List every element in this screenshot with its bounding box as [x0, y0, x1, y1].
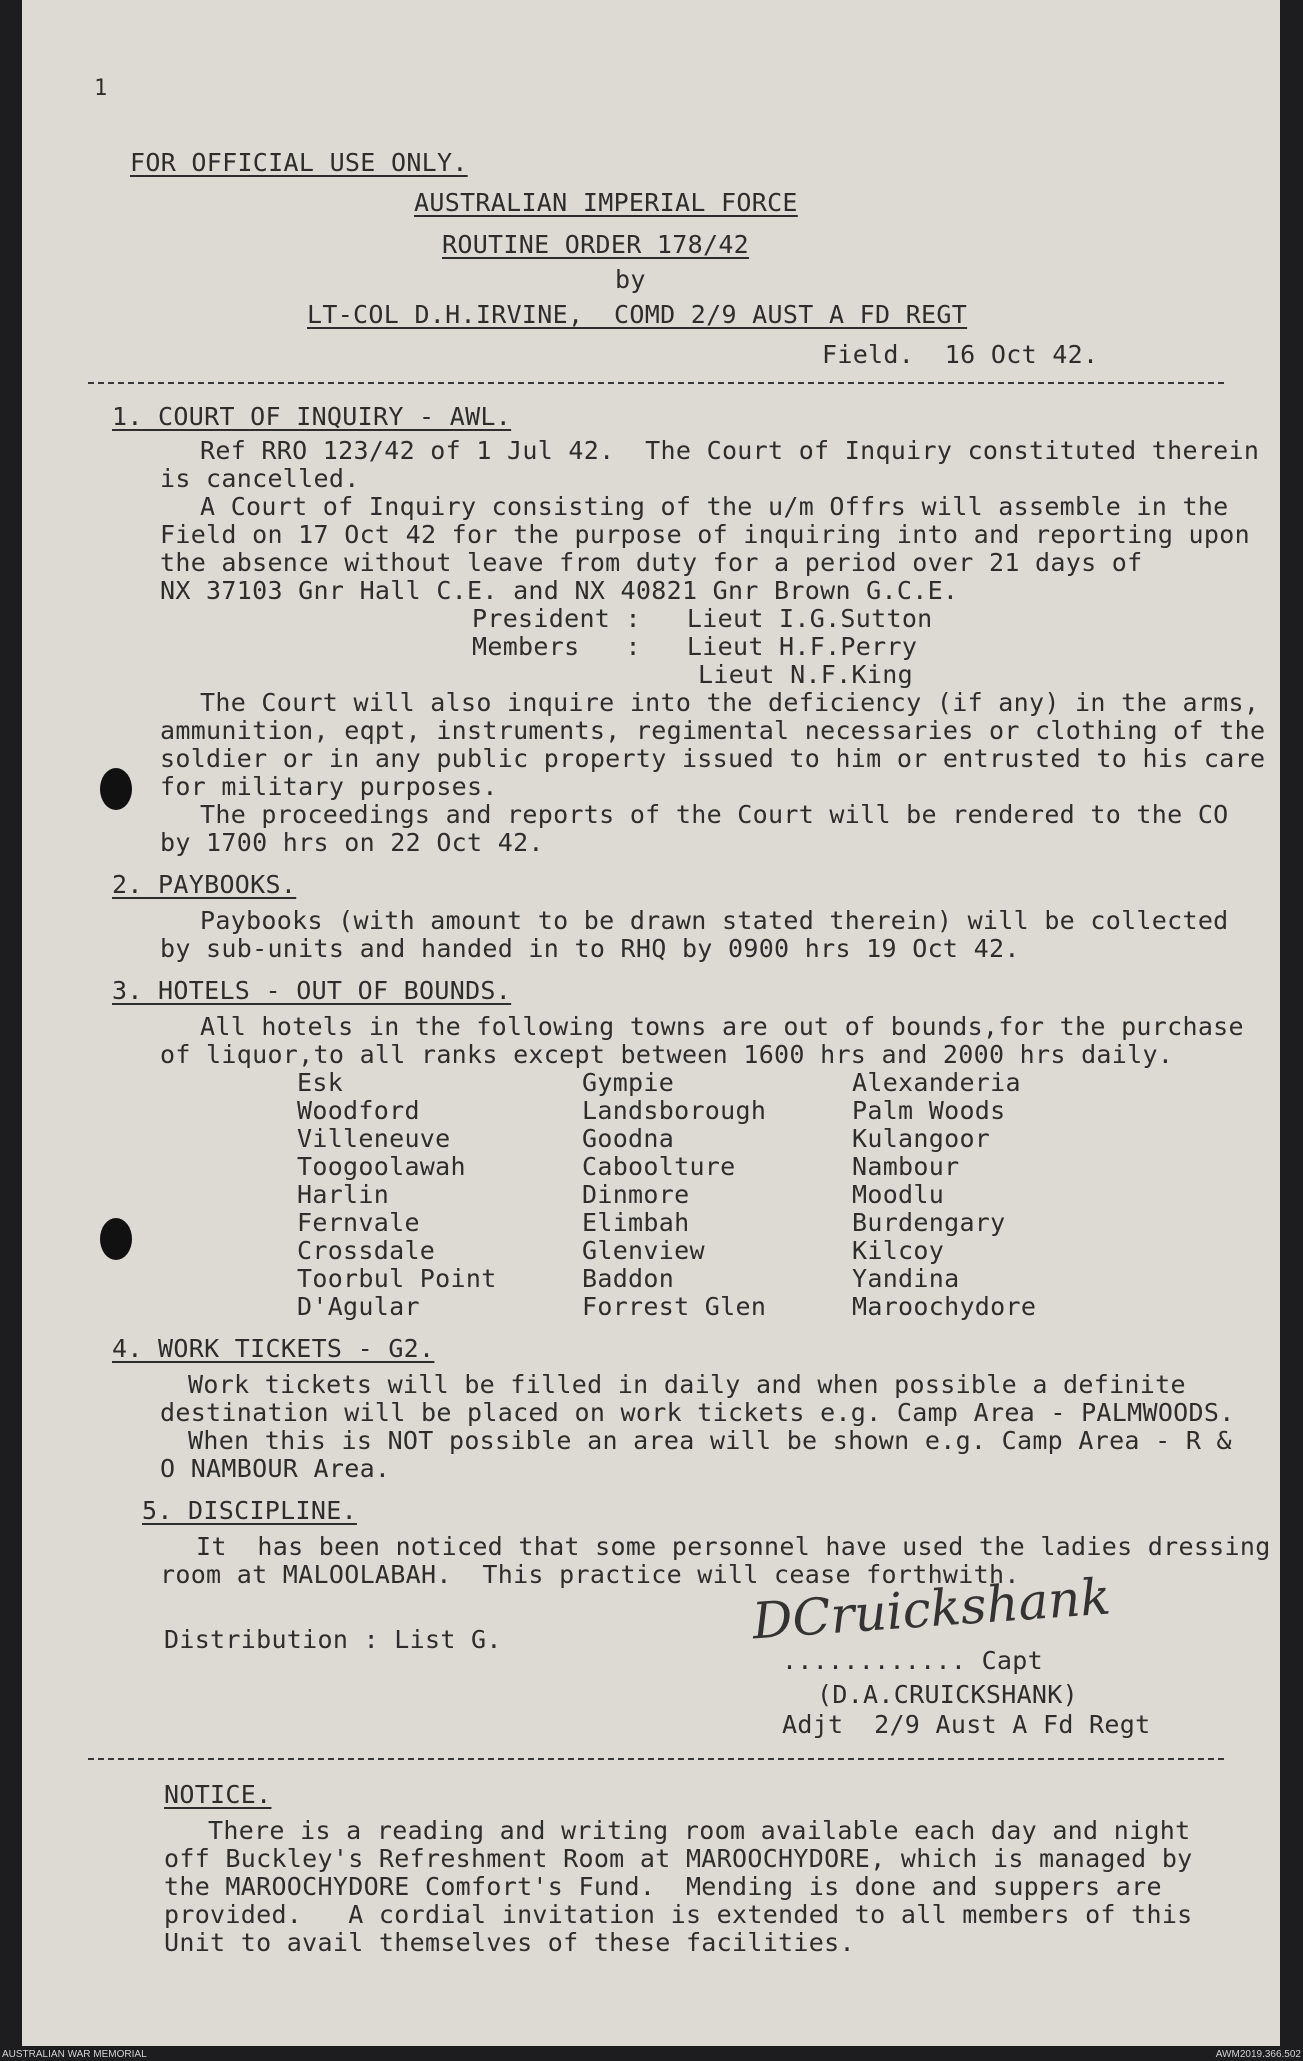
order-number: ROUTINE ORDER 178/42 [442, 230, 750, 259]
org-title: AUSTRALIAN IMPERIAL FORCE [414, 188, 798, 217]
section-text-line: It has been noticed that some personnel have used the ladies dressing [196, 1532, 1271, 1561]
town-name: Moodlu [852, 1180, 945, 1209]
section-heading: 1. COURT OF INQUIRY - AWL. [112, 402, 512, 431]
notice-heading: NOTICE. [164, 1780, 272, 1809]
section-text-line: Ref RRO 123/42 of 1 Jul 42. The Court of Inquiry constituted therein [200, 436, 1260, 465]
notice-text-line: There is a reading and writing room available each day and night [208, 1816, 1191, 1845]
footer-accession-number: AWM2019.366.502 [1215, 2049, 1301, 2060]
section-text-line: NX 37103 Gnr Hall C.E. and NX 40821 Gnr Brown G.C.E. [160, 576, 959, 605]
town-name: Villeneuve [297, 1124, 451, 1153]
section-text-line: A Court of Inquiry consisting of the u/m Offrs will assemble in the [200, 492, 1229, 521]
section-text-line: The Court will also inquire into the deficiency (if any) in the arms, [200, 688, 1260, 717]
punch-hole-bottom [100, 1218, 132, 1260]
notice-divider [88, 1758, 1224, 1760]
town-name: Alexanderia [852, 1068, 1021, 1097]
town-name: Gympie [582, 1068, 675, 1097]
town-name: Palm Woods [852, 1096, 1006, 1125]
town-name: Nambour [852, 1152, 960, 1181]
section-text-line: soldier or in any public property issued to him or entrusted to his care [160, 744, 1266, 773]
signatory-name: (D.A.CRUICKSHANK) [817, 1680, 1078, 1709]
section-text-line: by sub-units and handed in to RHQ by 0900 hrs 19 Oct 42. [160, 934, 1020, 963]
town-name: Fernvale [297, 1208, 420, 1237]
signature-rank-line: ............ Capt [782, 1646, 1043, 1675]
town-name: Maroochydore [852, 1292, 1037, 1321]
town-name: Forrest Glen [582, 1292, 767, 1321]
header-divider [88, 382, 1224, 384]
town-name: Elimbah [582, 1208, 690, 1237]
section-heading-hotels: 3. HOTELS - OUT OF BOUNDS. [112, 976, 512, 1005]
section-text-line: Field on 17 Oct 42 for the purpose of inquiring into and reporting upon [160, 520, 1250, 549]
handwritten-signature: DCruickshank [750, 1567, 1113, 1651]
town-name: Dinmore [582, 1180, 690, 1209]
town-name: Kilcoy [852, 1236, 945, 1265]
section-text-line: Work tickets will be filled in daily and when possible a definite [188, 1370, 1186, 1399]
section-text-line: room at MALOOLABAH. This practice will cease forthwith. [160, 1560, 1020, 1589]
section-heading-work-tickets: 4. WORK TICKETS - G2. [112, 1334, 435, 1363]
town-name: Landsborough [582, 1096, 767, 1125]
section-heading-paybooks: 2. PAYBOOKS. [112, 870, 297, 899]
section-text-line: When this is NOT possible an area will be shown e.g. Camp Area - R & [188, 1426, 1232, 1455]
section-text-line: The proceedings and reports of the Court will be rendered to the CO [200, 800, 1229, 829]
section-text-line: for military purposes. [160, 772, 498, 801]
by-line: by [615, 265, 646, 294]
section-text-line: the absence without leave from duty for a period over 21 days of [160, 548, 1143, 577]
section-text-line: Paybooks (with amount to be drawn stated therein) will be collected [200, 906, 1229, 935]
members-line: Lieut N.F.King [698, 660, 913, 689]
classification-heading: FOR OFFICIAL USE ONLY. [130, 148, 468, 177]
town-name: D'Agular [297, 1292, 420, 1321]
town-name: Woodford [297, 1096, 420, 1125]
notice-text-line: the MAROOCHYDORE Comfort's Fund. Mending is done and suppers are [164, 1872, 1162, 1901]
president-line: President : Lieut I.G.Sutton [472, 604, 933, 633]
signatory-appointment: Adjt 2/9 Aust A Fd Regt [782, 1710, 1151, 1739]
town-name: Kulangoor [852, 1124, 991, 1153]
town-name: Glenview [582, 1236, 705, 1265]
section-text-line: of liquor,to all ranks except between 1600 hrs and 2000 hrs daily. [160, 1040, 1174, 1069]
section-text-line: by 1700 hrs on 22 Oct 42. [160, 828, 544, 857]
section-text-line: All hotels in the following towns are out of bounds,for the purchase [200, 1012, 1244, 1041]
section-text-line: destination will be placed on work tickets e.g. Camp Area - PALMWOODS. [160, 1398, 1235, 1427]
notice-text-line: Unit to avail themselves of these facilities. [164, 1928, 855, 1957]
town-name: Harlin [297, 1180, 390, 1209]
place-date: Field. 16 Oct 42. [822, 340, 1099, 369]
town-name: Goodna [582, 1124, 675, 1153]
punch-hole-top [100, 768, 132, 810]
page-number-mark: 1 [94, 76, 108, 101]
town-name: Caboolture [582, 1152, 736, 1181]
distribution-line: Distribution : List G. [164, 1625, 502, 1654]
document-page [22, 0, 1280, 2046]
commander-line: LT-COL D.H.IRVINE, COMD 2/9 AUST A FD REGT [307, 300, 968, 329]
town-name: Yandina [852, 1264, 960, 1293]
town-name: Crossdale [297, 1236, 436, 1265]
section-heading-discipline: 5. DISCIPLINE. [142, 1496, 357, 1525]
notice-text-line: off Buckley's Refreshment Room at MAROOCHYDORE, which is managed by [164, 1844, 1193, 1873]
section-text-line: ammunition, eqpt, instruments, regimental necessaries or clothing of the [160, 716, 1266, 745]
town-name: Baddon [582, 1264, 675, 1293]
town-name: Esk [297, 1068, 344, 1097]
footer-archive-name: AUSTRALIAN WAR MEMORIAL [2, 2049, 147, 2060]
town-name: Toorbul Point [297, 1264, 497, 1293]
town-name: Toogoolawah [297, 1152, 466, 1181]
members-line: Members : Lieut H.F.Perry [472, 632, 918, 661]
town-name: Burdengary [852, 1208, 1006, 1237]
notice-text-line: provided. A cordial invitation is extended to all members of this [164, 1900, 1193, 1929]
section-text-line: O NAMBOUR Area. [160, 1454, 391, 1483]
section-text-line: is cancelled. [160, 464, 360, 493]
